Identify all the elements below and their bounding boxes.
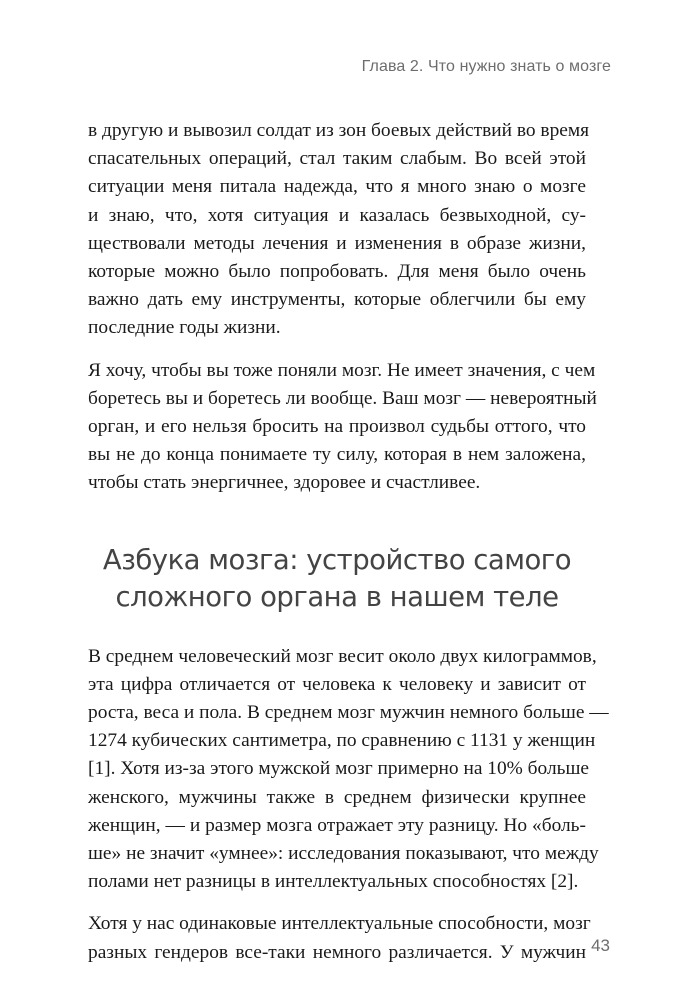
text-line: женщин, — и размер мозга отражает эту разницу. Но «боль- bbox=[88, 814, 586, 836]
section-heading bbox=[88, 542, 586, 616]
text-line: в другую и вывозил солдат из зон боевых действий во время bbox=[88, 120, 590, 141]
text-line: ситуации меня питала надежда, что я много знаю о мозге bbox=[88, 176, 586, 198]
page-number: 43 bbox=[591, 936, 610, 955]
text-line: 1274 кубических сантиметра, по сравнению с 1131 у женщин bbox=[88, 730, 596, 752]
heading-line: Азбука мозга: устройство самого bbox=[102, 543, 572, 576]
text-line: В среднем человеческий мозг весит около двух килограммов, bbox=[88, 645, 597, 667]
paragraph bbox=[88, 357, 597, 498]
text-line: важно дать ему инструменты, которые облегчили бы ему bbox=[88, 289, 586, 311]
text-line: вы не до конца понимаете ту силу, которая в нем заложена, bbox=[88, 444, 586, 466]
text-line: боретесь вы и боретесь ли вообще. Ваш мозг — невероятный bbox=[88, 387, 597, 409]
paragraph bbox=[88, 643, 609, 897]
paragraph bbox=[88, 117, 590, 343]
text-line: полами нет разницы в интеллектуальных способностях [2]. bbox=[88, 871, 579, 893]
text-line: которые можно было попробовать. Для меня было очень bbox=[88, 261, 586, 283]
text-line: Хотя у нас одинаковые интеллектуальные способности, мозг bbox=[88, 913, 591, 935]
paragraphs-top bbox=[88, 117, 597, 498]
text-line: Я хочу, чтобы вы тоже поняли мозг. Не имеет значения, с чем bbox=[88, 359, 596, 381]
text-line: ществовали методы лечения и изменения в образе жизни, bbox=[88, 232, 586, 254]
text-line: ше» не значит «умнее»: исследования показывают, что между bbox=[88, 843, 599, 865]
paragraph bbox=[88, 910, 591, 966]
text-line: чтобы стать энергичнее, здоровее и счастливее. bbox=[88, 472, 481, 494]
text-line: последние годы жизни. bbox=[88, 317, 281, 339]
running-head: Глава 2. Что нужно знать о мозге bbox=[361, 58, 611, 75]
heading-line: сложного органа в нашем теле bbox=[115, 580, 559, 613]
text-line: [1]. Хотя из-за этого мужской мозг примерно на 10% больше bbox=[88, 758, 590, 780]
text-line: разных гендеров все-таки немного различается. У мужчин bbox=[88, 941, 586, 963]
text-line: роста, веса и пола. В среднем мозг мужчин немного больше — bbox=[88, 702, 609, 724]
text-line: и знаю, что, хотя ситуация и казалась безвыходной, су- bbox=[88, 204, 586, 226]
text-line: женского, мужчины также в среднем физически крупнее bbox=[88, 786, 586, 808]
text-line: орган, и его нельзя бросить на произвол судьбы оттого, что bbox=[88, 416, 586, 438]
text-line: эта цифра отличается от человека к человеку и зависит от bbox=[88, 673, 586, 695]
text-line: спасательных операций, стал таким слабым. Во всей этой bbox=[88, 148, 586, 170]
